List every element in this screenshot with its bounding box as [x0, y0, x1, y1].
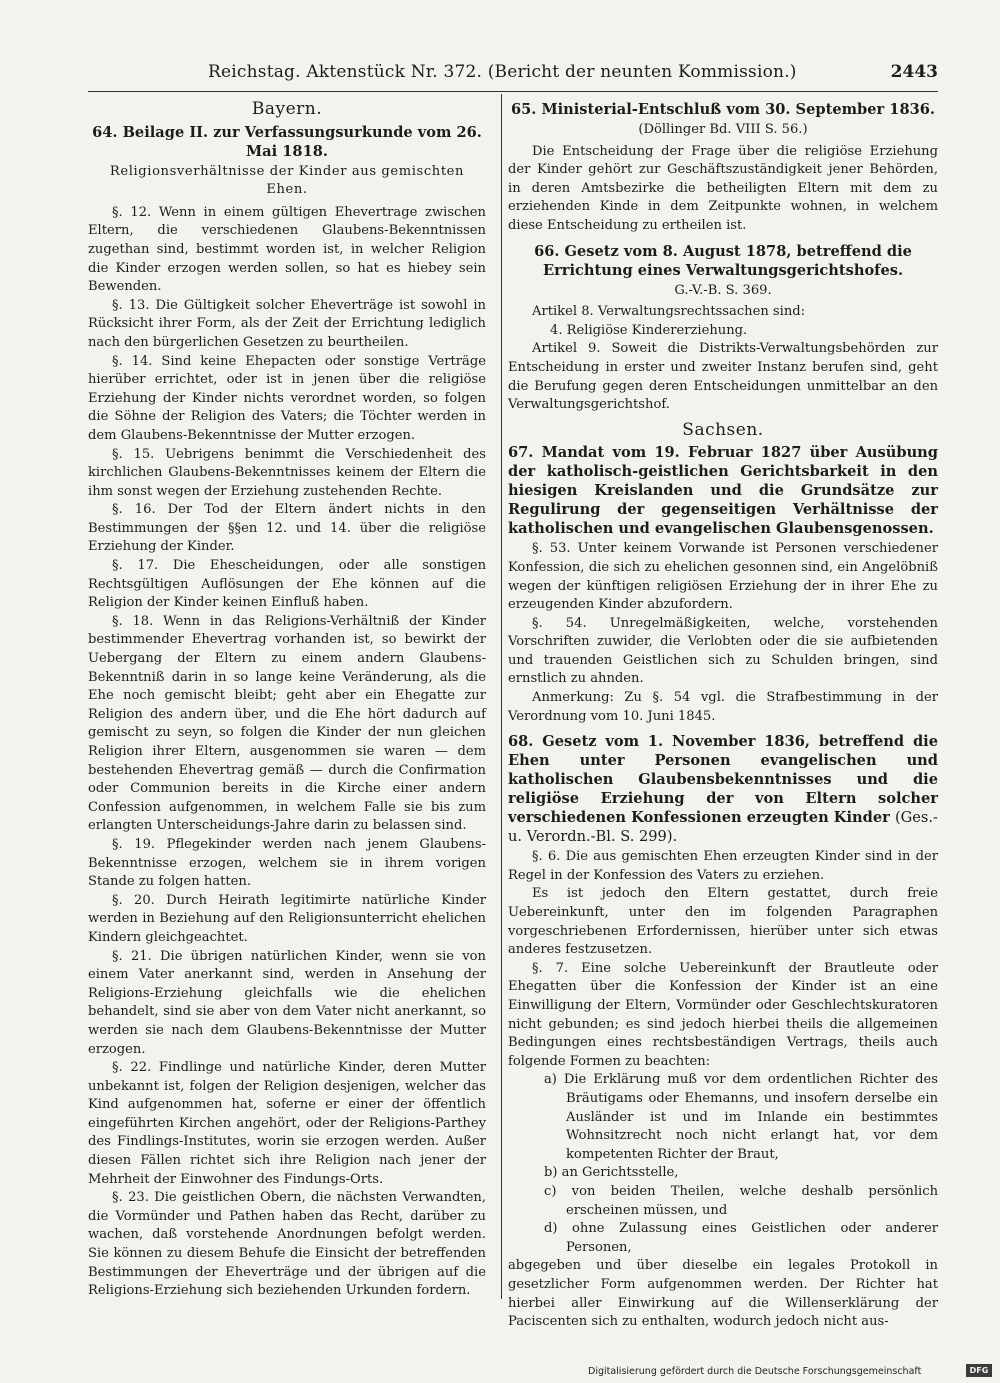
section-heading-sachsen: Sachsen. [682, 419, 764, 440]
note-54: Anmerkung: Zu §. 54 vgl. die Strafbestimmung in der Verordnung vom 10. Juni 1845. [508, 690, 938, 724]
list-item-a: a) Die Erklärung muß vor dem ordentlichen Richter des Bräutigams oder Ehemanns, und insofern derselbe ein Ausländer ist und im Inlande ein bestimmtes Wohnsitzrecht noch nicht erlangt hat, vor dem kompetenten Richter der Braut, [544, 1072, 938, 1162]
dfg-logo-icon: DFG [966, 1364, 992, 1377]
paragraph-17: §. 17. Die Ehescheidungen, oder alle sonstigen Rechtsgültigen Auflösungen der Ehe können auf die Religion der Kinder keinen Einfluß haben. [88, 558, 486, 611]
heading-68 [508, 732, 938, 846]
subheading-65: (Döllinger Bd. VIII S. 56.) [638, 122, 808, 137]
header-rule [88, 91, 938, 92]
footer-credit: Digitalisierung gefördert durch die Deutsche Forschungsgemeinschaft [588, 1366, 922, 1377]
paragraph-22: §. 22. Findlinge und natürliche Kinder, deren Mutter unbekannt ist, folgen der Religion desjenigen, welcher das Kind aufgenommen hat, soferne er einer der öffentlich eingeführten Kirchen angehört, oder der Religions-Parthey des Findlings-Institutes, worin sie erzogen werden. Außer diesen Fällen richtet sich ihre Religion nach jener der Mehrheit der Einwohner des Findungs-Orts. [88, 1060, 486, 1187]
article-8: Artikel 8. Verwaltungsrechtssachen sind: [532, 304, 806, 320]
page-header [88, 58, 938, 88]
list-item-d: d) ohne Zulassung eines Geistlichen oder anderer Personen, [544, 1221, 938, 1255]
paragraph-13: §. 13. Die Gültigkeit solcher Eheverträge ist sowohl in Rücksicht ihrer Form, als der Zeit der Errichtung lediglich nach den bürgerlichen Gesetzen zu beurtheilen. [88, 297, 486, 350]
heading-68-title: 68. Gesetz vom 1. November 1836, betreffend die Ehen unter Personen evangelischen und katholischen Glaubensbekenntnisses und die religiöse Erziehung der von Eltern solcher verschiedenen Konfessionen erzeugten Kinder [508, 733, 938, 827]
paragraph-6: §. 6. Die aus gemischten Ehen erzeugten Kinder sind in der Regel in der Konfession des Vaters zu erziehen. [508, 849, 938, 883]
heading-65: 65. Ministerial-Entschluß vom 30. September 1836. [510, 101, 936, 118]
paragraph-14: §. 14. Sind keine Ehepacten oder sonstige Verträge hierüber errichtet, oder ist in jenen über die religiöse Erziehung der Kinder nichts verordnet worden, so folgen die Söhne der Religion des Vaters; die Töchter werden in dem Glaubens-Bekenntnisse der Mutter erzogen. [88, 353, 486, 443]
paragraph-65: Die Entscheidung der Frage über die religiöse Erziehung der Kinder gehört zur Geschäftszuständigkeit jener Behörden, in deren Amtsbezirke die betheiligten Eltern mit dem zu erziehenden Kinde in dem Zeitpunkte wohnen, in welchem diese Entscheidung zu ertheilen ist. [508, 143, 938, 233]
paragraph-21: §. 21. Die übrigen natürlichen Kinder, wenn sie von einem Vater anerkannt sind, werden in Ansehung der Religions-Erziehung gleichfalls wie die ehelichen behandelt, sind sie aber von dem Vater nicht anerkannt, so werden sie nach dem Glaubens-Bekenntnisse der Mutter erzogen. [88, 948, 486, 1057]
heading-68-ref: (Ges.- u. Verordn.-Bl. S. 299). [508, 809, 938, 846]
paragraph-54: §. 54. Unregelmäßigkeiten, welche, vorstehenden Vorschriften zuwider, die Verlobten oder die sie aufbietenden und trauenden Geistlichen sich zu Schulden bringen, sind ernstlich zu ahnden. [508, 615, 938, 687]
list-item-c: c) von beiden Theilen, welche deshalb persönlich erscheinen müssen, und [544, 1183, 938, 1218]
page-footer [588, 1364, 1000, 1381]
subheading-64: Religionsverhältnisse der Kinder aus gemischten Ehen. [109, 163, 465, 198]
article-8-item-4: 4. Religiöse Kindererziehung. [550, 322, 748, 338]
paragraph-15: §. 15. Uebrigens benimmt die Verschiedenheit des kirchlichen Glaubens-Bekenntnisses keinem der Eltern die ihm sonst wegen der Erziehung zustehenden Rechte. [88, 446, 486, 499]
paragraph-7-end: abgegeben und über dieselbe ein legales Protokoll in gesetzlicher Form aufgenommen werden. Der Richter hat hierbei aller Einwirkung auf die Willenserklärung der Paciscenten sich zu enthalten, wodurch jedoch nicht aus- [508, 1258, 938, 1330]
heading-66: 66. Gesetz vom 8. August 1878, betreffend die Errichtung eines Verwaltungsgerichtshofes. [534, 242, 912, 279]
document-page [88, 0, 938, 1383]
paragraph-16: §. 16. Der Tod der Eltern ändert nichts in den Bestimmungen der §§en 12. und 14. über die religiöse Erziehung der Kinder. [88, 502, 486, 555]
list-item-b: b) an Gerichtsstelle, [544, 1165, 679, 1181]
heading-64: 64. Beilage II. zur Verfassungsurkunde vom 26. Mai 1818. [92, 123, 482, 160]
paragraph-20: §. 20. Durch Heirath legitimirte natürliche Kinder werden in Beziehung auf den Religionsunterricht ehelichen Kindern gleichgeachtet. [88, 892, 486, 945]
subheading-66: G.-V.-B. S. 369. [674, 282, 772, 298]
article-9: Artikel 9. Soweit die Distrikts-Verwaltungsbehörden zur Entscheidung in erster und zweiter Instanz berufen sind, geht die Berufung gegen deren Entscheidungen unmittelbar an den Verwaltungsgerichtshof. [508, 341, 938, 413]
paragraph-12: §. 12. Wenn in einem gültigen Ehevertrage zwischen Eltern, die verschiedenen Glaubens-Bekenntnissen zugethan sind, bestimmt worden ist, in welcher Religion die Kinder erzogen werden sollen, so hat es hiebey sein Bewenden. [88, 204, 486, 295]
paragraph-18: §. 18. Wenn in das Religions-Verhältniß der Kinder bestimmender Ehevertrag vorhanden ist, so bewirkt der Uebergang der Eltern zu einem andern Glaubens-Bekenntniß darin in so lange keine Veränderung, als die Ehe noch gemischt bleibt; geht aber ein Ehegatte zur Religion des andern über, und die Ehe hört dadurch auf gemischt zu seyn, so folgen die Kinder der nun gleichen Religion ihrer Eltern, ausgenommen sie waren — dem bestehenden Ehevertrag gemäß — durch die Confirmation oder Communion bereits in die Kirche einer andern Confession aufgenommen, in welchem Falle sie bis zum erlangten Unterscheidungs-Jahre darin zu belassen sind. [88, 613, 486, 834]
column-divider [501, 94, 502, 1299]
left-column [88, 100, 486, 1300]
paragraph-19: §. 19. Pflegekinder werden nach jenem Glaubens-Bekenntnisse erzogen, welchem sie in ihrem vorigen Stande zu folgen hatten. [88, 836, 486, 890]
paragraph-23: §. 23. Die geistlichen Obern, die nächsten Verwandten, die Vormünder und Pathen haben das Recht, darüber zu wachen, daß vorstehende Anordnungen befolgt werden. Sie können zu diesem Behufe die Einsicht der betreffenden Bestimmungen der Eheverträge und der übrigen auf die Religions-Erziehung sich beziehenden Urkunden fordern. [88, 1190, 486, 1299]
paragraph-53: §. 53. Unter keinem Vorwande ist Personen verschiedener Konfession, die sich zu ehelichen gesonnen sind, ein Angelöbniß wegen der künftigen religiösen Erziehung der in ihrer Ehe zu erzeugenden Kinder abzufordern. [508, 541, 938, 613]
section-heading-bayern: Bayern. [251, 99, 323, 119]
paragraph-7: §. 7. Eine solche Uebereinkunft der Brautleute oder Ehegatten über die Konfession der Kinder ist an eine Einwilligung der Eltern, Vormünder oder Geschlechtskuratoren nicht gebunden; es sind jedoch hierbei theils die allgemeinen Bedingungen eines rechtsbeständigen Vertrags, theils auch folgende Formen zu beachten: [508, 960, 938, 1069]
right-column [508, 100, 938, 1330]
paragraph-6-cont: Es ist jedoch den Eltern gestattet, durch freie Uebereinkunft, unter den im folgenden Paragraphen vorgeschriebenen Erfordernissen, hierüber unter sich etwas anderes festzusetzen. [508, 886, 938, 958]
page-number: 2443 [890, 62, 938, 82]
heading-67: 67. Mandat vom 19. Februar 1827 über Ausübung der katholisch-geistlichen Gerichtsbarkeit in den hiesigen Kreislanden und die Grundsätze zur Regulirung der gegenseitigen Verhältnisse der katholischen und evangelischen Glaubensgenossen. [508, 444, 938, 538]
running-head: Reichstag. Aktenstück Nr. 372. (Bericht der neunten Kommission.) [208, 62, 797, 82]
